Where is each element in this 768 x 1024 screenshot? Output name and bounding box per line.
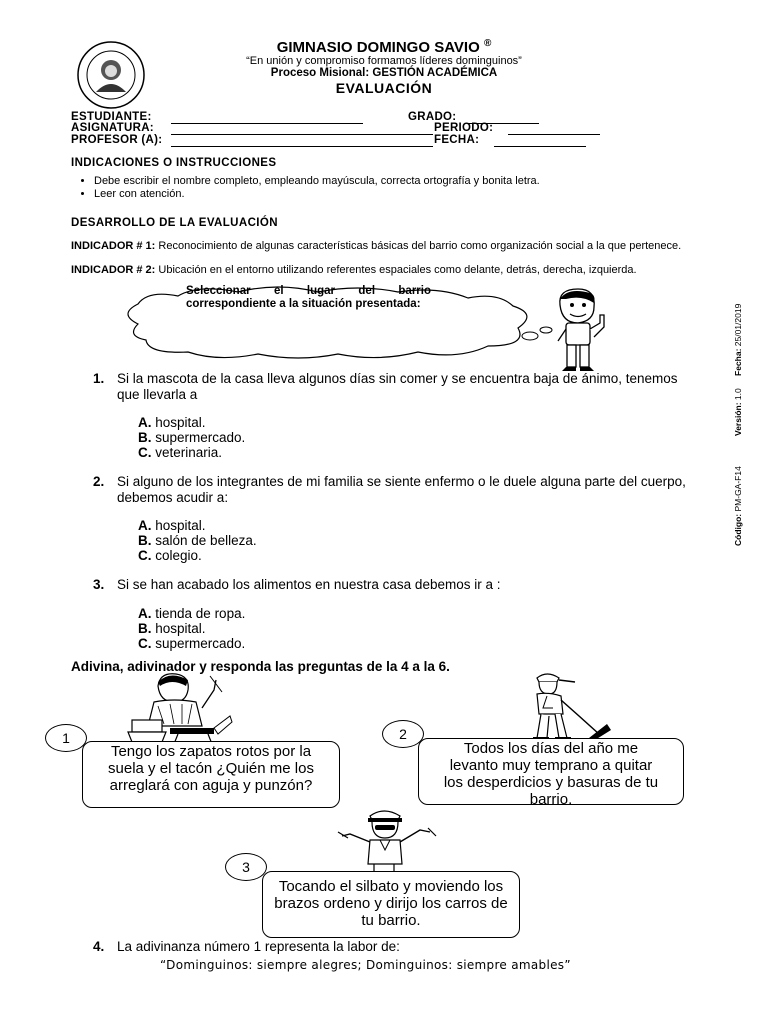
traffic-officer-illustration (332, 808, 442, 876)
side-fecha: Fecha: 25/01/2019 (733, 303, 743, 376)
riddle-1-number-badge: 1 (45, 724, 87, 752)
riddle-1-box (82, 741, 340, 808)
development-heading: DESARROLLO DE LA EVALUACIÓN (71, 217, 278, 229)
school-name: GIMNASIO DOMINGO SAVIO (276, 39, 480, 56)
question-4 (93, 939, 698, 955)
boy-thumbs-up-illustration (538, 285, 618, 373)
q3-option-b[interactable]: B. hospital. (138, 621, 206, 636)
side-codigo: Código: PM-GA-F14 (733, 466, 743, 546)
riddle-2-number-badge: 2 (382, 720, 424, 748)
shoemaker-illustration (118, 672, 238, 744)
q1-option-c[interactable]: C. veterinaria. (138, 445, 223, 460)
street-sweeper-illustration (503, 672, 613, 742)
riddle-3-box (262, 871, 520, 938)
q3-option-c[interactable]: C. supermercado. (138, 636, 246, 651)
indicator-2 (71, 264, 698, 276)
riddle-3-text: Tocando el silbato y moviendo los brazos ordeno y dirijo los carros de tu barrio. (274, 878, 508, 929)
question-number: 1. (93, 371, 105, 386)
instruction-item: • Debe escribir el nombre completo, empleando mayúscula, correcta ortografía y bonita letra. (94, 175, 714, 188)
period-label: PERIODO: (434, 122, 494, 134)
question-number: 4. (93, 939, 105, 954)
subject-label: ASIGNATURA: (71, 122, 154, 134)
indicator-2-label: INDICADOR # 2: (71, 264, 156, 276)
question-number: 3. (93, 577, 105, 592)
question-text: Si alguno de los integrantes de mi familia se siente enfermo o le duele alguna parte del cuerpo, debemos acudir a: (117, 474, 686, 505)
registered-mark: ® (483, 38, 492, 49)
riddle-2-box (418, 738, 684, 808)
indicator-1-label: INDICADOR # 1: (71, 240, 156, 252)
question-3 (93, 577, 698, 593)
cloud-text: Seleccionar el lugar del barrio correspondiente a la situación presentada: (186, 285, 431, 310)
instructions-heading: INDICACIONES O INSTRUCCIONES (71, 157, 277, 169)
question-2 (93, 474, 698, 506)
question-text: Si la mascota de la casa lleva algunos días sin comer y se encuentra baja de ánimo, tenemos que llevarla a (117, 371, 678, 402)
date-label: FECHA: (434, 134, 480, 146)
q3-option-a[interactable]: A. tienda de ropa. (138, 606, 246, 621)
riddle-3-number-badge: 3 (225, 853, 267, 881)
riddles-heading: Adivina, adivinador y responda las preguntas de la 4 a la 6. (71, 659, 450, 674)
school-motto: “En unión y compromiso formamos líderes dominguinos” (246, 55, 522, 67)
q2-option-c[interactable]: C. colegio. (138, 548, 202, 563)
riddle-2-text: Todos los días del año me levanto muy temprano a quitar los desperdicios y basuras de tu barrio. (443, 740, 659, 808)
indicator-1 (71, 240, 698, 252)
q2-option-b[interactable]: B. salón de belleza. (138, 533, 257, 548)
teacher-field[interactable] (171, 134, 433, 147)
q1-option-b[interactable]: B. supermercado. (138, 430, 246, 445)
grade-label: GRADO: (408, 111, 457, 123)
instructions-list (71, 175, 714, 201)
q2-option-a[interactable]: A. hospital. (138, 518, 206, 533)
footer-motto: “Dominguinos: siempre alegres; Dominguinos: siempre amables” (160, 958, 571, 972)
indicator-2-text: Ubicación en el entorno utilizando referentes espaciales como delante, detrás, derecha, izquierda. (155, 264, 637, 276)
instruction-item: • Leer con atención. (94, 188, 714, 201)
question-1 (93, 371, 698, 403)
question-text: Si se han acabado los alimentos en nuestra casa debemos ir a : (117, 577, 501, 592)
question-number: 2. (93, 474, 105, 489)
side-version: Versión: 1.0 (733, 388, 743, 436)
q1-option-a[interactable]: A. hospital. (138, 415, 206, 430)
teacher-label: PROFESOR (A): (71, 134, 163, 146)
riddle-1-text: Tengo los zapatos rotos por la suela y el tacón ¿Quién me los arreglará con aguja y punzón? (108, 743, 314, 794)
question-text: La adivinanza número 1 representa la labor de: (117, 939, 400, 954)
date-field[interactable] (494, 134, 586, 147)
indicator-1-text: Reconocimiento de algunas características básicas del barrio como organización social a la que pertenece. (155, 240, 682, 252)
document-title: EVALUACIÓN (335, 80, 433, 96)
student-label: ESTUDIANTE: (71, 111, 152, 123)
process-label: Proceso Misional: GESTIÓN ACADÉMICA (270, 67, 498, 79)
